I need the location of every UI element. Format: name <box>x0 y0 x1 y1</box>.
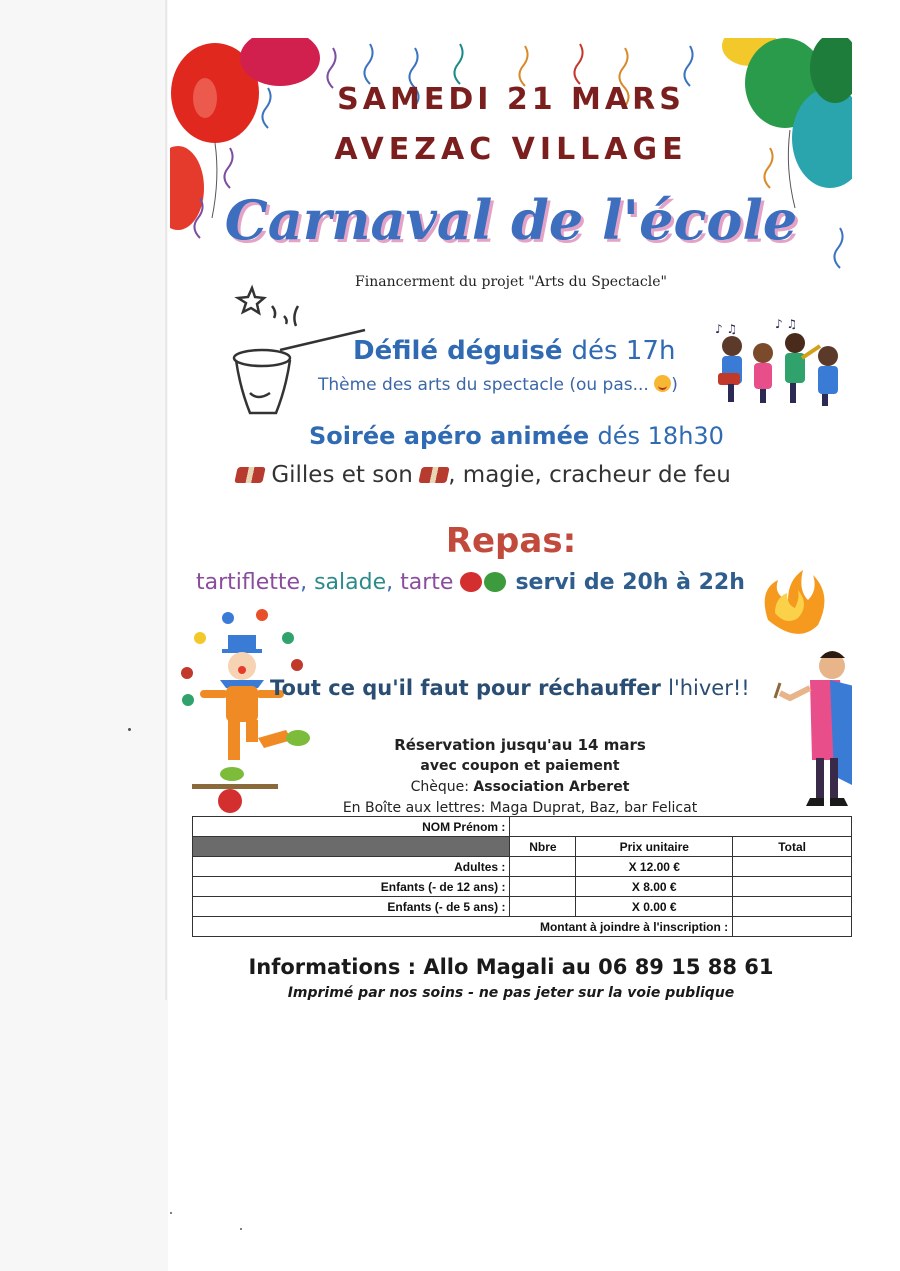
cheque-payee: Association Arberet <box>473 779 630 795</box>
row-label: Enfants (- de 5 ans) : <box>193 897 510 917</box>
flyer-title: Carnaval de l'école <box>224 188 798 252</box>
repas-menu: tartiflette, salade, tarte servi de 20h à 22h <box>196 570 745 595</box>
warm-winter-tagline <box>270 676 750 700</box>
row-prix: X 0.00 € <box>576 897 733 917</box>
row-prix: X 12.00 € <box>576 857 733 877</box>
soiree-heading-time: dés 18h30 <box>597 422 724 450</box>
red-apple-icon <box>460 572 482 592</box>
wink-emoji-icon <box>654 375 671 392</box>
menu-item-tartiflette: tartiflette <box>196 570 301 595</box>
registration-coupon <box>192 816 852 937</box>
montant-field[interactable] <box>733 917 852 937</box>
event-date: SAMEDI 21 MARS <box>337 82 685 117</box>
row-prix: X 8.00 € <box>576 877 733 897</box>
reservation-payment: avec coupon et paiement <box>420 758 620 774</box>
svg-text:♪ ♫: ♪ ♫ <box>775 317 798 331</box>
clown-juggler-icon <box>181 609 310 813</box>
svg-text:♪ ♫: ♪ ♫ <box>715 322 738 336</box>
col-total: Total <box>733 837 852 857</box>
kids-band-icon <box>715 317 838 406</box>
row-label: Enfants (- de 12 ans) : <box>193 877 510 897</box>
name-field[interactable] <box>510 817 852 837</box>
carnival-flyer <box>170 38 852 1003</box>
accordion-icon <box>234 467 265 483</box>
col-prix: Prix unitaire <box>576 837 733 857</box>
mailbox-label: En Boîte aux lettres: <box>342 800 486 816</box>
repas-heading: Repas: <box>445 521 577 561</box>
soiree-item-2: , magie, cracheur de feu <box>448 462 731 488</box>
flyer-subtitle: Financerment du projet "Arts du Spectacle" <box>355 274 667 290</box>
fire-breather-icon <box>765 570 852 806</box>
coupon-header-row <box>193 837 852 857</box>
soiree-heading <box>309 422 724 450</box>
coupon-row-adultes <box>193 857 852 877</box>
tagline-plain: l'hiver!! <box>668 676 750 700</box>
scan-speck <box>240 1228 242 1230</box>
scan-edge-line <box>165 0 167 1000</box>
nbre-field[interactable] <box>510 877 576 897</box>
reservation-deadline: Réservation jusqu'au 14 mars <box>394 736 646 754</box>
soiree-activities <box>236 462 731 488</box>
menu-item-tarte: tarte <box>400 570 454 595</box>
defile-theme <box>318 375 678 395</box>
nbre-field[interactable] <box>510 897 576 917</box>
scan-speck <box>170 1212 172 1214</box>
montant-label: Montant à joindre à l'inscription : <box>193 917 733 937</box>
name-label: NOM Prénom : <box>193 817 510 837</box>
total-field[interactable] <box>733 857 852 877</box>
row-label: Adultes : <box>193 857 510 877</box>
scan-speck <box>128 728 131 731</box>
event-place: AVEZAC VILLAGE <box>334 132 688 167</box>
green-apple-icon <box>484 572 506 592</box>
reservation-cheque <box>330 777 710 798</box>
coupon-header-shade <box>193 837 510 857</box>
coupon-row-enfants-12 <box>193 877 852 897</box>
nbre-field[interactable] <box>510 857 576 877</box>
print-notice: Imprimé par nos soins - ne pas jeter sur la voie publique <box>287 985 735 1001</box>
tagline-bold: Tout ce qu'il faut pour réchauffer <box>270 676 661 700</box>
defile-heading-bold: Défilé déguisé <box>353 336 563 366</box>
accordion-icon <box>418 467 449 483</box>
repas-serve-time: servi de 20h à 22h <box>515 570 745 595</box>
defile-heading-time: dés 17h <box>571 336 676 366</box>
defile-heading <box>353 336 675 366</box>
total-field[interactable] <box>733 877 852 897</box>
scan-margin <box>0 0 168 1271</box>
coupon-name-row <box>193 817 852 837</box>
reservation-info <box>330 735 710 819</box>
contact-info: Informations : Allo Magali au 06 89 15 88 61 <box>248 955 774 979</box>
defile-theme-end: ) <box>671 375 678 395</box>
total-field[interactable] <box>733 897 852 917</box>
coupon-row-enfants-5 <box>193 897 852 917</box>
balloons-right-icon <box>722 38 852 208</box>
defile-theme-text: Thème des arts du spectacle (ou pas... <box>318 375 649 395</box>
col-nbre: Nbre <box>510 837 576 857</box>
cheque-label: Chèque: <box>410 779 469 795</box>
menu-item-salade: salade <box>314 570 387 595</box>
soiree-item-1: Gilles et son <box>271 462 413 488</box>
mailbox-locations: Maga Duprat, Baz, bar Felicat <box>489 800 698 816</box>
soiree-heading-bold: Soirée apéro animée <box>309 422 590 450</box>
coupon-row-montant <box>193 917 852 937</box>
